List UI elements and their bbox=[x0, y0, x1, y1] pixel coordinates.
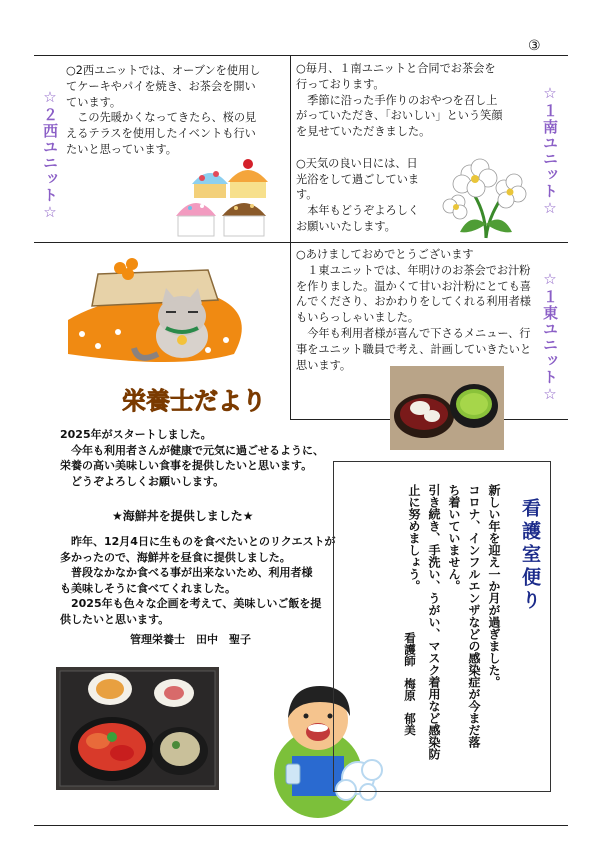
oshiruko-photo bbox=[390, 366, 504, 450]
nutrition-signature: 管理栄養士 田中 聖子 bbox=[130, 633, 251, 646]
nutrition-heading: ★海鮮丼を提供しました★ bbox=[112, 509, 254, 523]
unit-1e-text: ○あけましておめでとうございます １東ユニットでは、年明けのお茶会でお汁粉 を作りました。温かくて甘いお汁粉にとても喜 んでくださり、おかわりをしてくれる利用者様 もいらっしゃいました。 今年も利用者様が喜んで下さるメニュー、行 事をユニット職員で考え、計画していきたいと 思います。 bbox=[296, 248, 532, 372]
nutrition-title: 栄養士だより bbox=[122, 387, 266, 415]
unit-1e-label: ☆１東ユニット☆ bbox=[541, 270, 559, 404]
top-rule bbox=[34, 55, 568, 56]
nutrition-intro: 2025年がスタートしました。 今年も利用者さんが健康で元気に過ごせるように、 栄養の高い美味しい食事を提供したいと思います。 どうぞよろしくお願いします。 bbox=[60, 428, 324, 488]
seafood-bowl-photo bbox=[56, 667, 219, 790]
white-flower-illustration bbox=[440, 148, 532, 240]
middle-rule bbox=[34, 242, 568, 243]
page-number: ③ bbox=[528, 38, 541, 54]
bottom-rule bbox=[34, 825, 568, 826]
unit-2w-text: ○2西ユニットでは、オーブンを使用し てケーキやパイを焼き、お茶会を開い ています。 この先暖かくなってきたら、桜の見 えるテラスを使用したイベントも行い たいと思っています。 bbox=[66, 64, 261, 156]
unit-2w-label: ☆２西ユニット☆ bbox=[41, 88, 59, 222]
kotatsu-cat-illustration bbox=[58, 250, 248, 378]
nurse-title: 看護室便り bbox=[519, 498, 541, 613]
cupcakes-illustration bbox=[172, 158, 276, 240]
nurse-body: 新しい年を迎え一か月が過ぎました。 コロナ、インフルエンザなどの感染症が今まだ落 ち着いていません。 引き続き、手洗い、うがい、マスク着用など感染防 止に努めましょう。 bbox=[407, 484, 501, 760]
unit-1s-label: ☆１南ユニット☆ bbox=[541, 84, 559, 218]
nurse-signature: 看護師 梅原 郁美 bbox=[403, 632, 417, 736]
unit-1s-text: ○毎月、１南ユニットと合同でお茶会を 行っております。 季節に沿った手作りのおやつを召し上 がっていただき、「おいしい」という笑顔 を見せていただきました。 ○天気の良い日には、日 光浴をして過ごしていま す。 本年もどうぞよろしく お願いいたします。 bbox=[296, 62, 503, 233]
nurse-section-box bbox=[333, 461, 551, 792]
nutrition-body: 昨年、12月4日に生ものを食べたいとのリクエストが 多かったので、海鮮丼を昼食に提供しました。 普段なかなか食べる事が出来ないため、利用者様 も美味しそうに食べてくれました。 2025年も色々な企画を考えて、美味しいご飯を提 供したいと思います。 bbox=[60, 535, 336, 626]
center-divider bbox=[290, 55, 291, 419]
